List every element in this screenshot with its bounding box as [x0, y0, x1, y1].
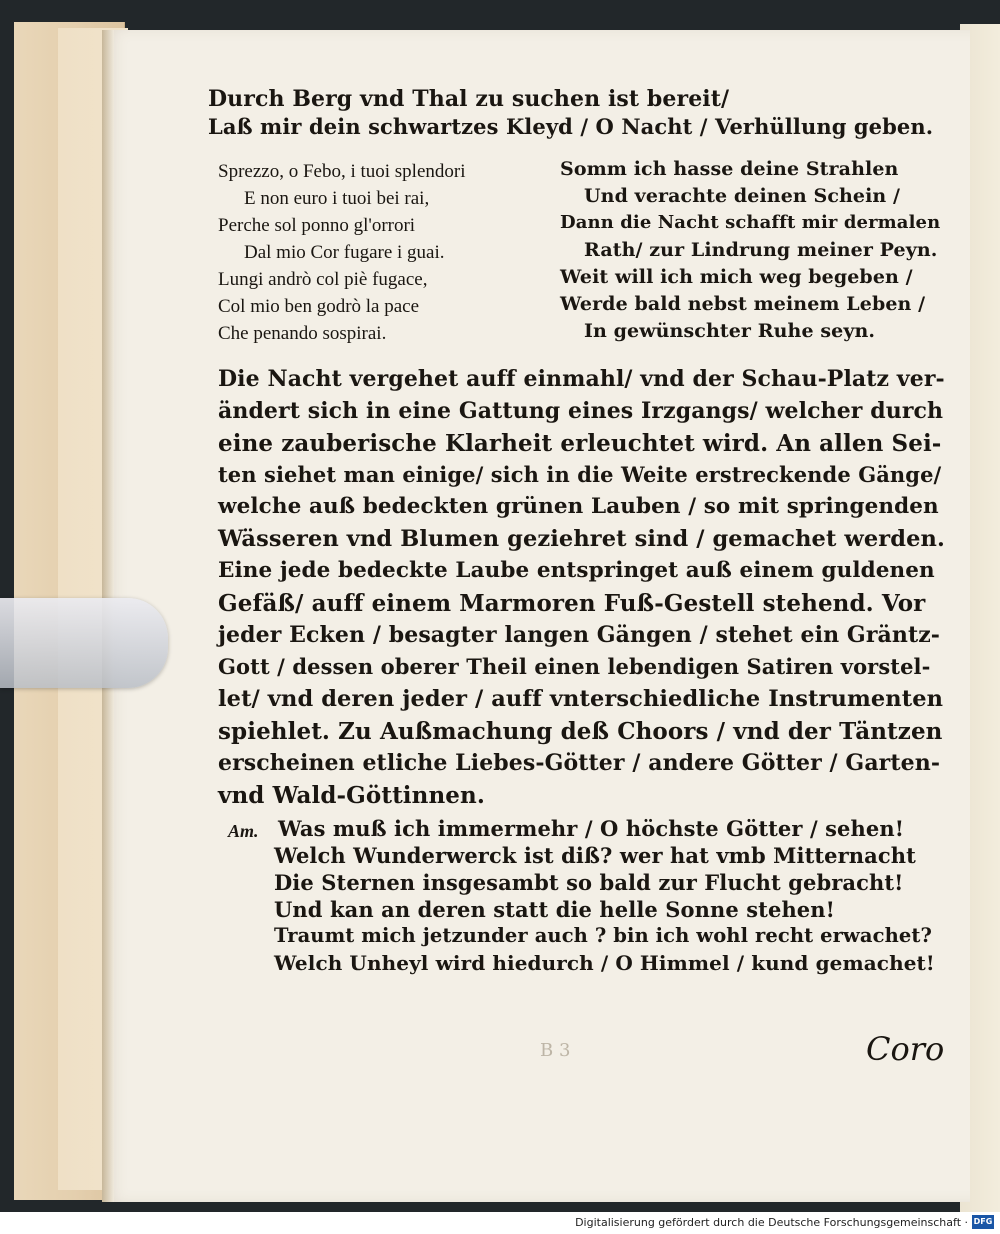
- italian-line: Lungi andrò col piè fugace,: [218, 269, 428, 290]
- speaker-label: Am.: [228, 821, 259, 841]
- italian-line: Col mio ben godrò la pace: [218, 296, 420, 317]
- italian-line: Che penando sospirai.: [218, 323, 387, 344]
- italian-line: Sprezzo, o Febo, i tuoi splendori: [218, 161, 466, 182]
- prose-line: eine zauberische Klarheit erleuchtet wird. An allen Sei-: [218, 430, 942, 457]
- prose-line: ändert sich in eine Gattung eines Irzgangs/ welcher durch: [218, 398, 944, 424]
- german-line: In gewünschter Ruhe seyn.: [584, 320, 876, 342]
- speech-line: Welch Wunderwerck ist diß? wer hat vmb Mitternacht: [274, 843, 916, 868]
- footer-credit: Digitalisierung gefördert durch die Deutsche Forschungsgemeinschaft ·: [575, 1216, 968, 1229]
- prose-line: jeder Ecken / besagter langen Gängen / stehet ein Gräntz-: [218, 622, 941, 648]
- footer-bar: [0, 1212, 1000, 1234]
- prose-line: Wässeren vnd Blumen geziehret sind / gemachet werden.: [218, 526, 945, 552]
- speech-line: Was muß ich immermehr / O höchste Götter / sehen!: [278, 816, 905, 841]
- prose-line: Eine jede bedeckte Laube entspringet auß einem guldenen: [218, 558, 935, 583]
- verse-line: Durch Berg vnd Thal zu suchen ist bereit/: [208, 86, 730, 112]
- page-marker-tab: [0, 598, 168, 688]
- speech-line: Und kan an deren statt die helle Sonne stehen!: [274, 897, 835, 922]
- prose-line: Gott / dessen oberer Theil einen lebendigen Satiren vorstel-: [218, 654, 931, 679]
- speech-line: Welch Unheyl wird hiedurch / O Himmel / kund gemachet!: [274, 951, 935, 975]
- prose-line: erscheinen etliche Liebes-Götter / andere Götter / Garten-: [218, 750, 941, 776]
- german-line: Somm ich hasse deine Strahlen: [560, 158, 899, 180]
- german-line: Weit will ich mich weg begeben /: [560, 266, 913, 288]
- italian-line: Dal mio Cor fugare i guai.: [244, 242, 445, 263]
- catchword: Coro: [866, 1030, 945, 1068]
- speech-line: Die Sternen insgesambt so bald zur Flucht gebracht!: [274, 870, 904, 895]
- prose-line: vnd Wald-Göttinnen.: [218, 782, 485, 809]
- signature-mark: B 3: [540, 1040, 571, 1061]
- speech-line: Traumt mich jetzunder auch ? bin ich wohl recht erwachet?: [274, 924, 932, 947]
- german-line: Rath/ zur Lindrung meiner Peyn.: [584, 239, 938, 261]
- german-line: Dann die Nacht schafft mir dermalen: [560, 212, 941, 233]
- prose-line: spiehlet. Zu Außmachung deß Choors / vnd der Täntzen: [218, 718, 943, 745]
- italian-line: E non euro i tuoi bei rai,: [244, 188, 430, 209]
- prose-line: Gefäß/ auff einem Marmoren Fuß-Gestell stehend. Vor: [218, 590, 926, 617]
- prose-line: Die Nacht vergehet auff einmahl/ vnd der Schau-Platz ver-: [218, 366, 945, 392]
- italian-line: Perche sol ponno gl'orrori: [218, 215, 416, 236]
- german-line: Werde bald nebst meinem Leben /: [560, 293, 926, 315]
- german-line: Und verachte deinen Schein /: [584, 185, 901, 207]
- prose-line: welche auß bedeckten grünen Lauben / so mit springenden: [218, 494, 939, 519]
- prose-line: let/ vnd deren jeder / auff vnterschiedliche Instrumenten: [218, 686, 944, 712]
- verse-line: Laß mir dein schwartzes Kleyd / O Nacht / Verhüllung geben.: [208, 114, 934, 139]
- prose-line: ten siehet man einige/ sich in die Weite erstreckende Gänge/: [218, 462, 942, 487]
- dfg-logo: DFG: [972, 1215, 994, 1229]
